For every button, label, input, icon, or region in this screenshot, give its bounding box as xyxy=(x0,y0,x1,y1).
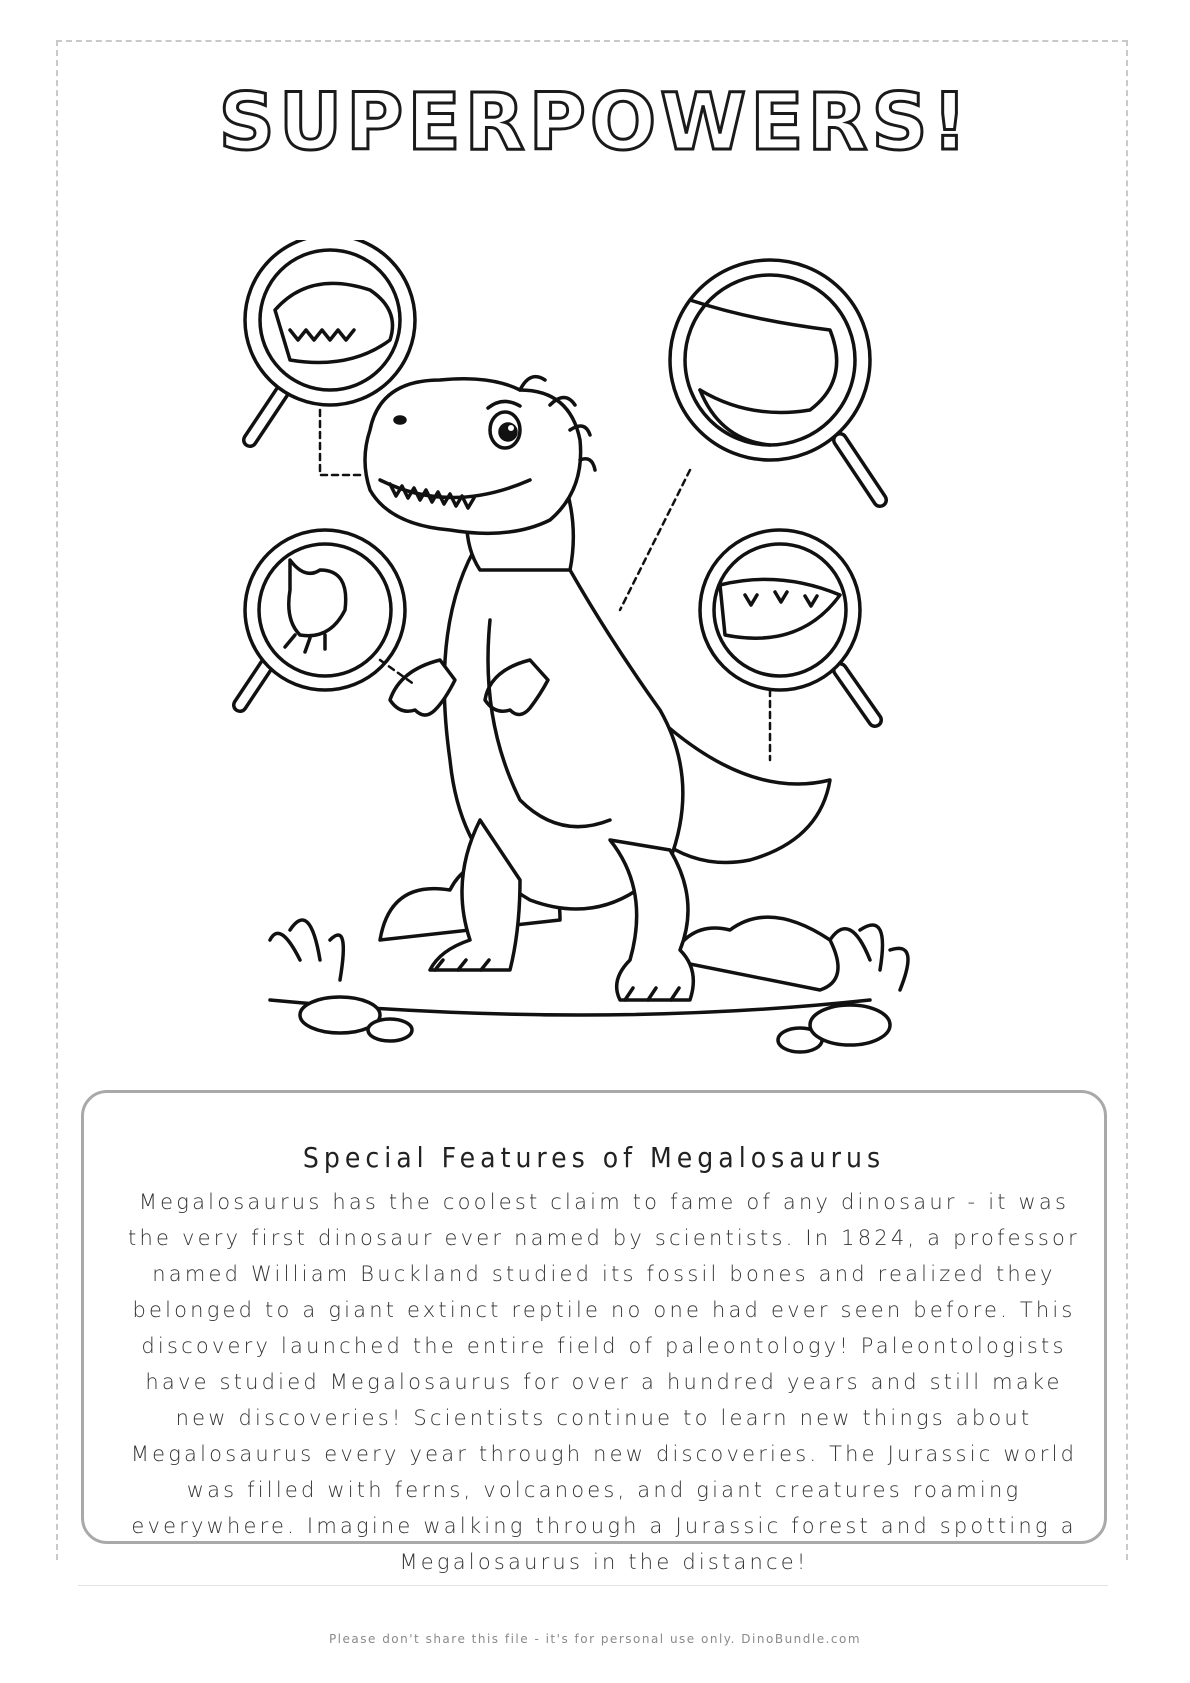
dino-tail xyxy=(660,720,830,863)
info-box xyxy=(81,1090,1107,1574)
dino-head xyxy=(365,379,581,534)
footer-divider xyxy=(78,1585,1108,1586)
body-magnifier-icon xyxy=(670,260,880,500)
tail-magnifier-icon xyxy=(700,530,875,720)
info-heading: Special Features of Megalosaurus xyxy=(302,1141,886,1174)
page-title: SUPERPOWERS! xyxy=(218,78,972,168)
claw-magnifier-icon xyxy=(240,530,405,705)
info-body: Megalosaurus has the coolest claim to fame of any dinosaur - it was the very first dinosaur ever named by scientists. In 1824, a professor named William Buckland studied its fossil bones and realized they belonged to a giant extinct reptile no one had ever seen before. This discovery launched the entire field of paleontology! Paleontologists have studied Megalosaurus for over a hundred years and still make new discoveries! Scientists continue to learn new things about Megalosaurus every year through new discoveries. The Jurassic world was filled with ferns, volcanoes, and giant creatures roaming everywhere. Imagine walking through a Jurassic forest and spotting a Megalosaurus in the distance! xyxy=(128,1190,1080,1574)
dinosaur-illustration xyxy=(230,240,960,1060)
footer-notice: Please don't share this file - it's for personal use only. DinoBundle.com xyxy=(328,1632,862,1646)
